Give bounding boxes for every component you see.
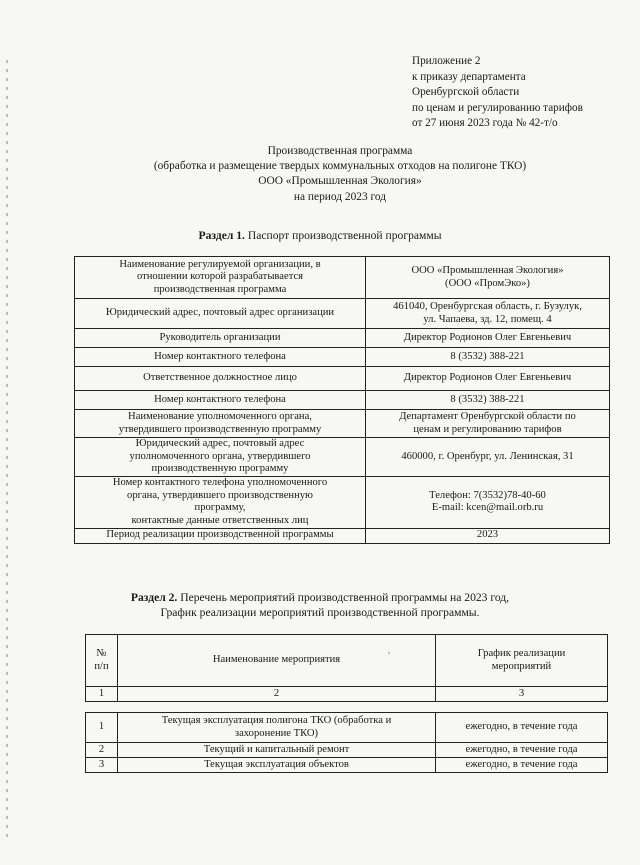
passport-field-name [75,299,366,329]
passport-row [75,476,610,528]
passport-row [75,348,610,367]
cell-line: захоронение ТКО) [234,727,319,739]
passport-field-value [366,476,610,528]
event-row [86,743,608,758]
event-row [86,713,608,743]
section2-heading [100,590,540,620]
cell-line: Директор Родионов Олег Евгеньевич [403,331,572,343]
cell-line: Текущая эксплуатация полигона ТКО (обработка и [161,714,392,726]
passport-field-value [366,367,610,391]
passport-field-name [75,348,366,367]
cell-line: Текущая эксплуатация объектов [204,758,349,770]
spacer-cell [436,702,608,713]
passport-row [75,257,610,299]
passport-field-name [75,391,366,410]
passport-field-name [75,367,366,391]
event-row [86,758,608,773]
passport-row [75,367,610,391]
passport-field-value [366,348,610,367]
title-line: (обработка и размещение твердых коммунальных отходов на полигоне ТКО) [153,160,527,173]
cell-line: Наименование регулируемой организации, в [119,258,321,270]
passport-field-name [75,528,366,543]
cell-line: программу, [194,502,246,514]
header-num [86,635,118,687]
passport-field-value [366,257,610,299]
cell-line: График реализации [477,647,566,659]
cell-line: ул. Чапаева, зд. 12, помещ. 4 [423,313,552,325]
passport-field-value [366,438,610,477]
cell-line: 8 (3532) 388-221 [450,350,525,362]
appendix-line: к приказу департамента [412,70,526,83]
event-schedule: ежегодно, в течение года [436,743,608,758]
passport-row [75,391,610,410]
cell-line: Номер контактного телефона уполномоченного [112,477,328,489]
events-spacer-row [86,702,608,713]
cell-line: Юридический адрес, почтовый адрес [135,438,305,449]
passport-row [75,299,610,329]
cell-line: контактные данные ответственных лиц [131,514,309,526]
cell-line: Ответственное должностное лицо [143,372,297,384]
cell-line: Департамент Оренбургской области по [399,410,576,422]
scan-edge-marks [6,60,8,840]
event-schedule: ежегодно, в течение года [436,713,608,743]
cell-line: Текущий и капитальный ремонт [203,743,350,755]
title-line: на период 2023 год [293,190,387,203]
passport-field-value [366,410,610,438]
appendix-line: по ценам и регулированию тарифов [412,101,583,114]
cell-line: утвердившего производственную программу [118,423,322,435]
spacer-cell [118,702,436,713]
passport-field-name [75,257,366,299]
events-index-row [86,687,608,702]
cell-line: 461040, Оренбургская область, г. Бузулук, [393,300,582,312]
cell-line: уполномоченного органа, утвердившего [129,450,311,462]
passport-row [75,410,610,438]
passport-table [74,256,610,544]
cell-line: п/п [94,660,109,672]
cell-line: ценам и регулированию тарифов [413,423,562,435]
section1-heading [0,229,640,242]
section2-label: Раздел 2. [130,591,178,604]
cell-line: 460000, г. Оренбург, ул. Ленинская, 31 [401,450,574,462]
cell-line: 2023 [476,529,499,541]
passport-row [75,438,610,477]
cell-line: производственную программу [151,463,289,475]
cell-line: мероприятий [491,660,552,672]
passport-field-value [366,299,610,329]
event-num: 3 [86,758,118,773]
cell-line: производственная программа [153,283,287,295]
event-num: 2 [86,743,118,758]
cell-line: Телефон: 7(3532)78-40-60 [429,489,546,501]
events-table [85,634,608,773]
cell-line: органа, утвердившего производственную [127,489,313,501]
cell-line: Наименование уполномоченного органа, [128,410,312,422]
cell-line: Номер контактного телефона [154,350,286,362]
section2-line1: Перечень мероприятий производственной программы на 2023 год, [177,591,510,604]
passport-row [75,528,610,543]
events-header-row [86,635,608,687]
event-name [118,743,436,758]
index-cell: 1 [86,687,118,702]
cell-line: № [96,647,107,659]
header-name [118,635,436,687]
cell-line: E-mail: kcen@mail.orb.ru [431,502,544,514]
title-line: ООО «Промышленная Экология» [258,175,422,188]
passport-field-name [75,329,366,348]
appendix-line: от 27 июня 2023 года № 42-т/о [412,117,558,130]
event-schedule: ежегодно, в течение года [436,758,608,773]
document-title [100,144,580,205]
passport-field-name [75,438,366,477]
section1-text: Паспорт производственной программы [244,229,442,242]
event-name [118,713,436,743]
index-cell: 2 [118,687,436,702]
event-name [118,758,436,773]
passport-row [75,329,610,348]
appendix-line: Оренбургской области [412,86,520,99]
spacer-cell [86,702,118,713]
section1-label: Раздел 1. [198,229,245,242]
cell-line: Юридический адрес, почтовый адрес организации [105,307,335,319]
cell-line: Директор Родионов Олег Евгеньевич [403,372,572,384]
cell-line: ООО «Промышленная Экология» [411,264,564,276]
index-cell: 3 [436,687,608,702]
passport-field-name [75,476,366,528]
cell-line: Номер контактного телефона [154,393,286,405]
passport-field-name [75,410,366,438]
appendix-block [412,54,583,132]
cell-line: (ООО «ПромЭко») [445,277,530,289]
title-line: Производственная программа [267,145,413,157]
cell-line: Наименование мероприятия [212,654,341,666]
cell-line: отношении которой разрабатывается [136,271,304,283]
passport-field-value [366,329,610,348]
cell-line: 8 (3532) 388-221 [450,393,525,405]
stray-mark: , [388,645,391,655]
passport-field-value [366,528,610,543]
event-num: 1 [86,713,118,743]
cell-line: Руководитель организации [159,331,281,343]
appendix-line: Приложение 2 [412,55,481,67]
header-schedule [436,635,608,687]
section2-line2: График реализации мероприятий производственной программы. [160,606,480,619]
passport-field-value [366,391,610,410]
cell-line: Период реализации производственной программы [106,529,334,541]
